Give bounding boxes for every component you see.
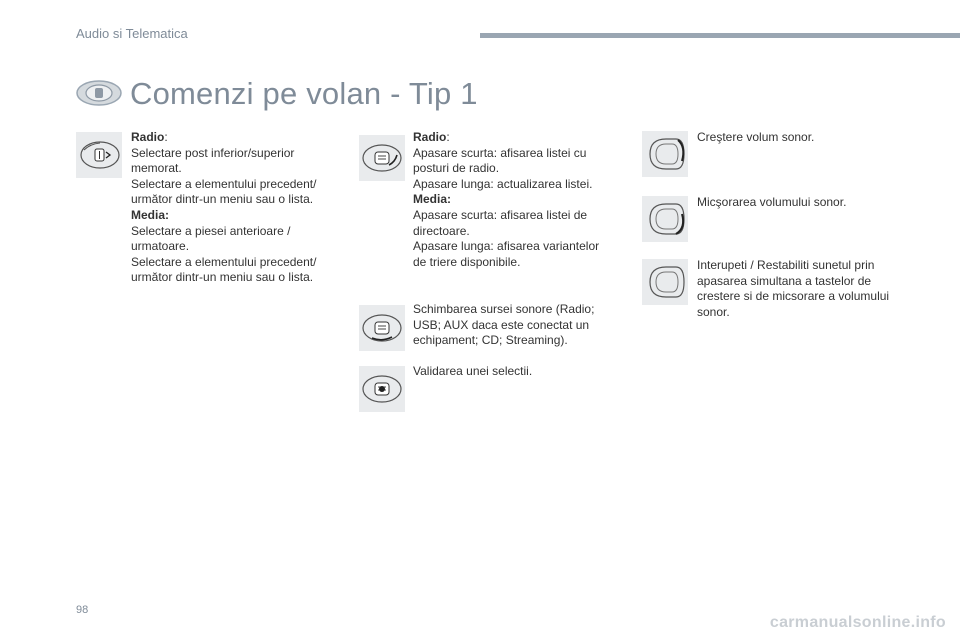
col1-line: Selectare a piesei anterioare / [131,223,291,238]
watermark: carmanualsonline.info [769,614,946,631]
steering-switch-icon [76,79,122,107]
col2-radio-text [413,130,599,270]
col2-source-line: USB; AUX daca este conectat un [413,317,590,332]
col1-line: următor dintr-un meniu sau o lista. [131,270,314,285]
page-number: 98 [76,604,89,616]
col2-line: Apasare scurta: afisarea listei de [413,207,588,222]
steering-switch-source-icon [359,305,405,351]
col1-text [131,130,316,286]
header-accent-bar [480,33,960,38]
col2-radio-colon: : [446,130,450,144]
header-section-title: Audio si Telematica [76,26,188,41]
col3-voldown-text [697,195,846,211]
col1-line: urmatoare. [131,239,190,254]
col2-source-line: echipament; CD; Streaming). [413,333,568,348]
page-title: Comenzi pe volan - Tip 1 [130,76,478,111]
col2-source-line: Schimbarea sursei sonore (Radio; [413,302,595,316]
col3-mute-line: crestere si de micsorare a volumului [697,289,890,304]
col3-mute-line: Interupeti / Restabiliti sunetul prin [697,258,875,272]
col1-line: memorat. [131,161,182,176]
col3-voldown-line: Micşorarea volumului sonor. [697,195,847,209]
steering-switch-wheel-icon [76,132,122,178]
col3-volup-line: Creştere volum sonor. [697,130,815,144]
col3-mute-line: sonor. [697,304,730,319]
col2-validate-line: Validarea unei selectii. [413,364,533,378]
steering-switch-press-icon [359,135,405,181]
col2-radio-label: Radio [413,130,447,144]
col3-volup-text [697,130,814,146]
col3-mute-text [697,258,889,320]
col2-line: de triere disponibile. [413,254,521,269]
col2-media-label: Media: [413,192,452,207]
col1-line: următor dintr-un meniu sau o lista. [131,192,314,207]
volume-down-paddle-icon [642,196,688,242]
col1-line: Selectare a elementului precedent/ [131,254,317,269]
col2-line: posturi de radio. [413,161,500,176]
col2-line: Apasare lunga: afisarea variantelor [413,239,600,254]
col1-line: Selectare post inferior/superior [131,145,295,160]
col3-mute-line: apasarea simultana a tastelor de [697,273,872,288]
col2-validate-text [413,364,532,380]
steering-switch-validate-icon [359,366,405,412]
volume-up-paddle-icon [642,131,688,177]
col1-radio-label: Radio [131,130,165,144]
col1-radio-colon: : [164,130,168,144]
col1-line: Selectare a elementului precedent/ [131,176,317,191]
col2-line: Apasare lunga: actualizarea listei. [413,176,593,191]
col2-source-text [413,302,594,349]
mute-paddle-icon [642,259,688,305]
col1-media-label: Media: [131,207,170,222]
col2-line: directoare. [413,223,470,238]
col2-line: Apasare scurta: afisarea listei cu [413,145,587,160]
